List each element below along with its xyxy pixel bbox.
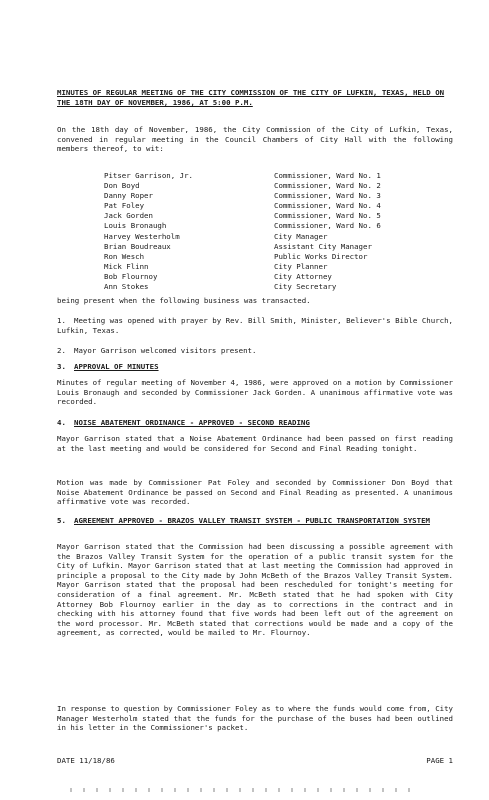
member-name: Jack Gorden	[104, 211, 153, 221]
member-row	[104, 171, 444, 181]
member-row	[104, 242, 444, 252]
member-name: Louis Bronaugh	[104, 221, 167, 231]
item-text: Mayor Garrison welcomed visitors present.	[74, 346, 257, 355]
minutes-title: MINUTES OF REGULAR MEETING OF THE CITY COMMISSION OF THE CITY OF LUFKIN, TEXAS, HELD ON THE 18TH DAY OF NOVEMBER, 1986, AT 5:00 P.M.	[57, 88, 445, 107]
member-role: Commissioner, Ward No. 1	[274, 171, 381, 180]
member-name: Pat Foley	[104, 201, 145, 211]
member-name: Harvey Westerholm	[104, 231, 180, 241]
members-roster	[104, 171, 444, 292]
item-1	[57, 316, 453, 335]
member-row	[104, 262, 444, 272]
member-name: Brian Boudreaux	[104, 241, 171, 251]
item-5-body-1: Mayor Garrison stated that the Commission had been discussing a possible agreement with the Brazos Valley Transit System for the operation of a public transit system for the City of Lufkin. Mayor Garrison stated that at last meeting the Commission had approved in principle a proposal to the City made by John McBeth of the Brazos Valley Transit System. Mayor Garrison stated that the proposal had been rescheduled for tonight's meeting for consideration of a final agreement. Mr. McBeth stated that he had spoken with City Attorney Bob Flournoy earlier in the day as to corrections in the contract and in checking with his attorney found that five words had been left out of the agreement on the word processor. Mr. McBeth stated that corrections would be made and a copy of the agreement, as corrected, would be mailed to Mr. Flournoy.	[57, 542, 454, 638]
item-4-body-2: Motion was made by Commissioner Pat Foley and seconded by Commissioner Don Boyd that Noise Abatement Ordinance be passed on Second and Final Reading as presented. A unanimous affirmative vote was recorded.	[57, 478, 454, 507]
section-heading: NOISE ABATEMENT ORDINANCE - APPROVED - SECOND READING	[74, 418, 310, 427]
intro-paragraph: On the 18th day of November, 1986, the City Commission of the City of Lufkin, Texas, convened in regular meeting in the Council Chambers of City Hall with the following members thereof, to wit:	[57, 125, 453, 154]
item-number: 5.	[57, 516, 66, 525]
item-3-heading	[57, 362, 453, 372]
item-3-body: Minutes of regular meeting of November 4, 1986, were approved on a motion by Commissioner Louis Bronaugh and seconded by Commissioner Jack Gorden. A unanimous affirmative vote was recorded.	[57, 378, 454, 407]
member-row	[104, 211, 444, 221]
item-4-body-1: Mayor Garrison stated that a Noise Abatement Ordinance had been passed on first reading at the last meeting and would be considered for Second and Final Reading tonight.	[57, 434, 453, 453]
present-statement: being present when the following business was transacted.	[57, 296, 311, 305]
footer-page-number: PAGE 1	[426, 756, 453, 765]
member-name: Danny Roper	[104, 191, 153, 201]
item-number: 2.	[57, 346, 66, 355]
member-row	[104, 181, 444, 191]
member-row	[104, 282, 444, 292]
member-role: Commissioner, Ward No. 6	[274, 221, 381, 231]
member-name: Ron Wesch	[104, 251, 145, 261]
member-role: Commissioner, Ward No. 5	[274, 211, 381, 221]
member-name: Don Boyd	[104, 181, 140, 191]
item-2	[57, 346, 453, 356]
member-name: Pitser Garrison, Jr.	[104, 171, 193, 180]
member-role: Commissioner, Ward No. 4	[274, 201, 381, 211]
member-row	[104, 191, 444, 201]
item-5-body-2: In response to question by Commissioner Foley as to where the funds would come from, City Manager Westerholm stated that the funds for the purchase of the buses had been outlined in his letter in the Commissioner's packet.	[57, 704, 454, 733]
member-role: Assistant City Manager	[274, 241, 372, 251]
member-row	[104, 221, 444, 231]
item-number: 3.	[57, 362, 66, 371]
member-role: City Secretary	[274, 282, 337, 292]
item-number: 4.	[57, 418, 66, 427]
member-name: Mick Flinn	[104, 261, 149, 271]
section-heading: APPROVAL OF MINUTES	[74, 362, 159, 371]
member-role: City Manager	[274, 231, 328, 241]
member-name: Bob Flournoy	[104, 271, 158, 281]
member-row	[104, 252, 444, 262]
member-row	[104, 201, 444, 211]
member-row	[104, 232, 444, 242]
item-5-heading	[57, 516, 453, 526]
scan-artifact	[70, 788, 410, 792]
section-heading: AGREEMENT APPROVED - BRAZOS VALLEY TRANSIT SYSTEM - PUBLIC TRANSPORTATION SYSTEM	[74, 516, 430, 525]
item-number: 1.	[57, 316, 66, 325]
member-row	[104, 272, 444, 282]
footer-date: DATE 11/18/86	[57, 756, 115, 765]
member-name: Ann Stokes	[104, 282, 149, 292]
item-text: Meeting was opened with prayer by Rev. Bill Smith, Minister, Believer's Bible Church, Lufkin, Texas.	[57, 316, 453, 335]
member-role: Commissioner, Ward No. 3	[274, 191, 381, 201]
item-4-heading	[57, 418, 453, 428]
member-role: City Attorney	[274, 271, 332, 281]
member-role: City Planner	[274, 261, 328, 271]
member-role: Commissioner, Ward No. 2	[274, 181, 381, 191]
page-footer	[57, 756, 453, 766]
member-role: Public Works Director	[274, 251, 368, 261]
